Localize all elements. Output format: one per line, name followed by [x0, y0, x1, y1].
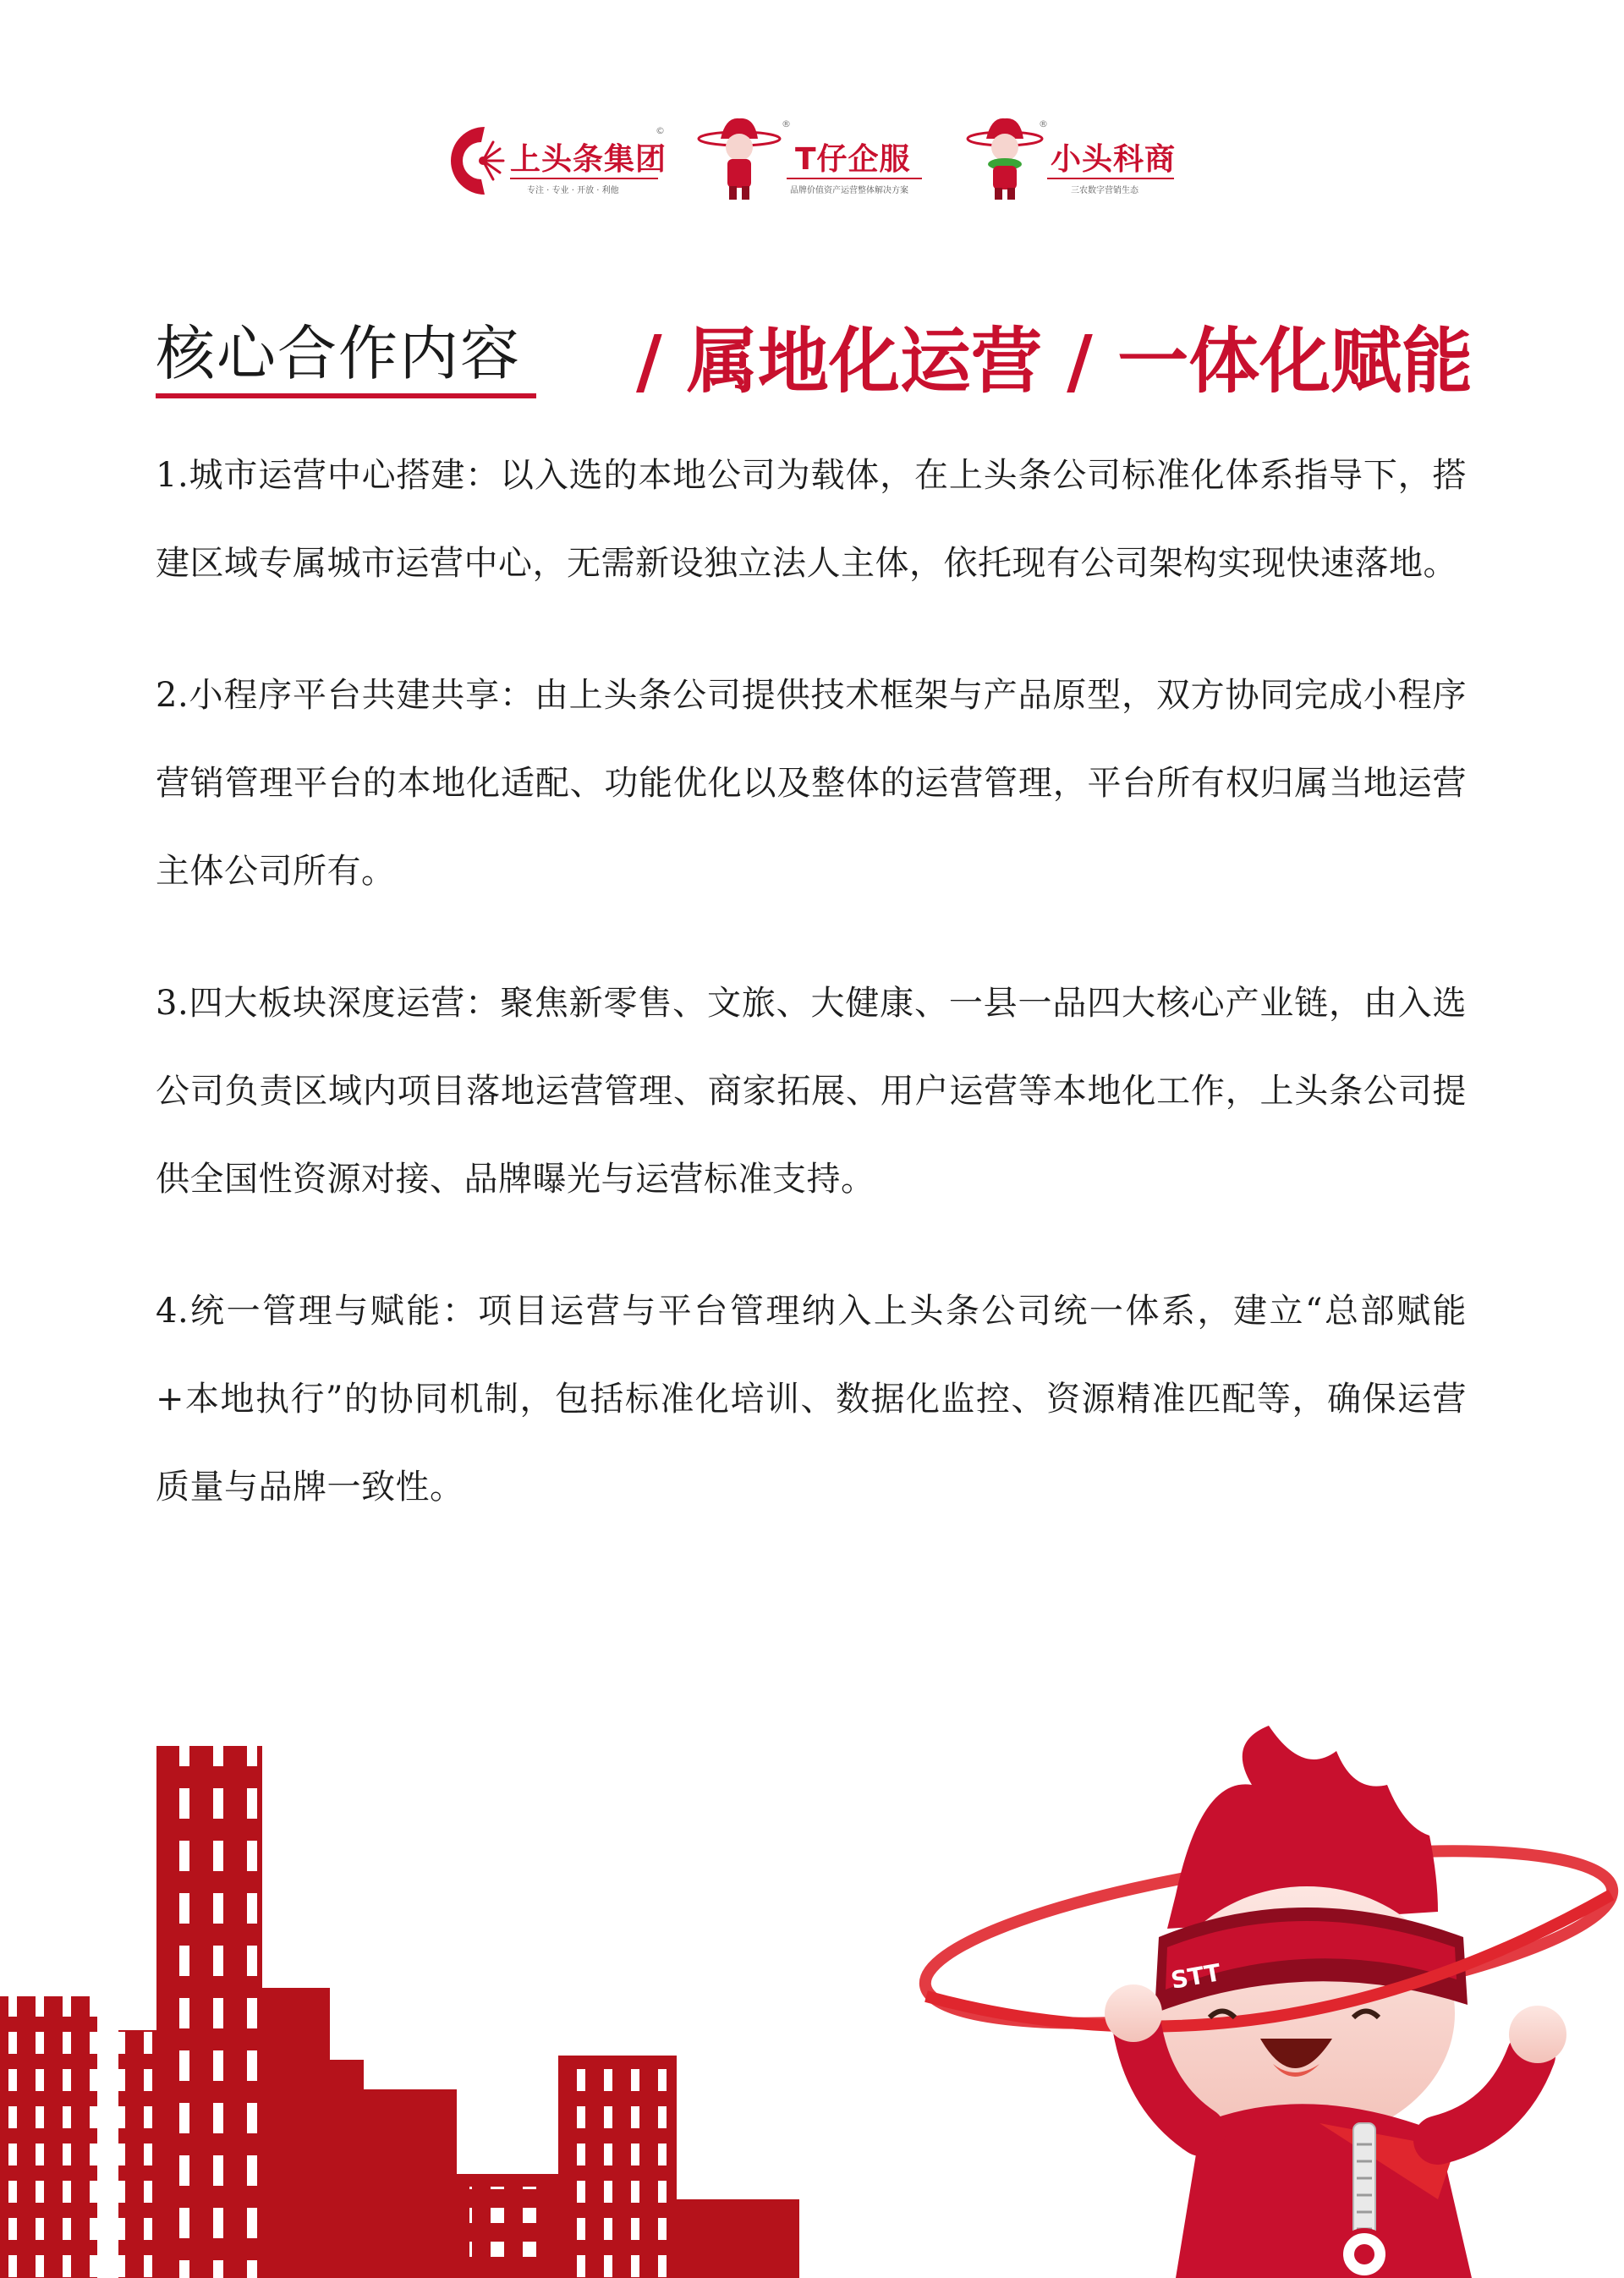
- logo-mark: ©: [656, 125, 665, 136]
- city-skyline-icon: [0, 1746, 799, 2278]
- logo-xiaotou-keshang: [963, 110, 1179, 211]
- logo-tagline: 三农数字营销生态: [1071, 186, 1138, 195]
- logo-rule: [1047, 178, 1174, 179]
- page-title: 核心合作内容: [156, 319, 521, 388]
- mascot-small-icon: [695, 113, 783, 206]
- logo-tagline: 专注 · 专业 · 开放 · 利他: [527, 186, 619, 195]
- logo-tagline: 品牌价值资产运营整体解决方案: [790, 186, 908, 195]
- logo-tzai-qifu: [695, 110, 922, 211]
- logo-mark: ®: [1039, 118, 1048, 129]
- title-underline: [156, 393, 536, 398]
- bottom-illustration: [0, 1726, 1624, 2278]
- logo-name: 小头科商: [1051, 142, 1177, 177]
- logo-mark: ®: [782, 118, 791, 129]
- logo-rule: [510, 178, 658, 179]
- logo-name: T仔企服: [795, 142, 911, 177]
- paragraph-city-operation-center: 1.城市运营中心搭建：以入选的本地公司为载体，在上头条公司标准化体系指导下，搭建区域专属城市运营中心，无需新设独立法人主体，依托现有公司架构实现快速落地。: [156, 456, 1467, 583]
- logo-name: 上头条集团: [510, 142, 667, 177]
- content-body: [156, 431, 1467, 1575]
- mascot-small-icon: [963, 113, 1047, 206]
- mascot-character-icon: [915, 1726, 1622, 2278]
- burst-emblem-icon: [444, 120, 505, 201]
- page-subtitle: / 属地化运营 / 一体化赋能: [636, 320, 1473, 403]
- paragraph-unified-management: 4.统一管理与赋能：项目运营与平台管理纳入上头条公司统一体系，建立“总部赋能+本地执行”的协同机制，包括标准化培训、数据化监控、资源精准匹配等，确保运营质量与品牌一致性。: [156, 1292, 1467, 1507]
- logo-rule: [787, 178, 922, 179]
- paragraph-four-sectors: 3.四大板块深度运营：聚焦新零售、文旅、大健康、一县一品四大核心产业链，由入选公司负责区域内项目落地运营管理、商家拓展、用户运营等本地化工作，上头条公司提供全国性资源对接、品牌曝光与运营标准支持。: [156, 984, 1467, 1199]
- paragraph-mini-program-platform: 2.小程序平台共建共享：由上头条公司提供技术框架与产品原型，双方协同完成小程序营销管理平台的本地化适配、功能优化以及整体的运营管理，平台所有权归属当地运营主体公司所有。: [156, 676, 1467, 891]
- logo-shangtoutiao-group: [444, 110, 667, 211]
- logo-bar: [0, 110, 1624, 211]
- mascot-hat-text: STT: [1168, 1958, 1223, 1995]
